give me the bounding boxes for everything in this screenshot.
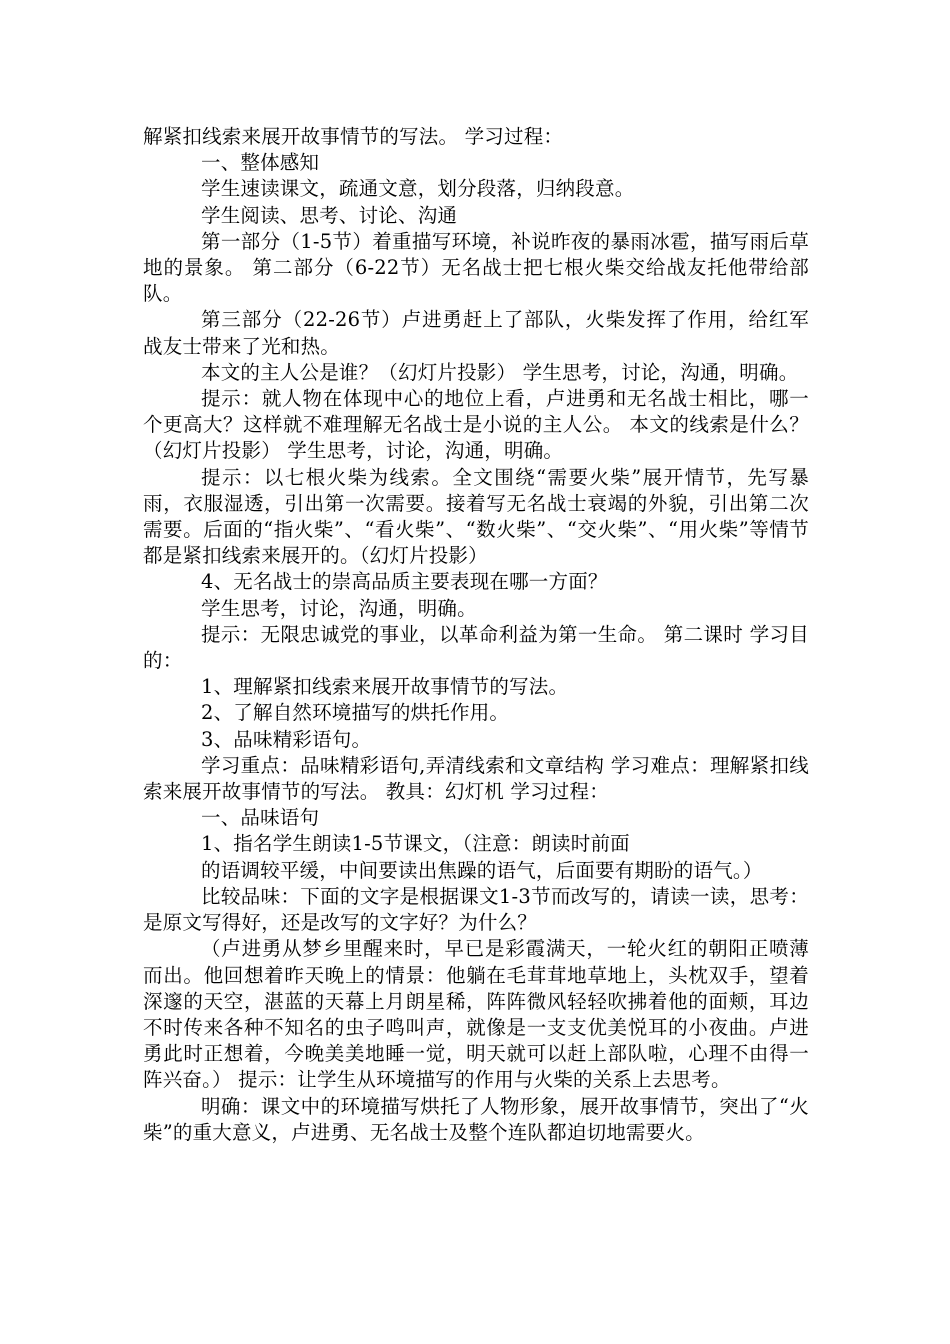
paragraph: 学生思考，讨论，沟通，明确。	[201, 596, 477, 620]
paragraph: 提示：无限忠诚党的事业，以革命利益为第一生命。 第二课时 学习目的：	[143, 622, 809, 673]
paragraph: 4、无名战士的崇高品质主要表现在哪一方面？	[201, 570, 608, 594]
paragraph: 1、理解紧扣线索来展开故事情节的写法。	[201, 675, 569, 699]
paragraph: 明确：课文中的环境描写烘托了人物形象，展开故事情节，突出了“火柴”的重大意义，卢进勇、无名战士及整个连队都迫切地需要火。	[143, 1094, 809, 1144]
paragraph: 3、品味精彩语句。	[201, 727, 372, 751]
paragraph: 学生速读课文，疏通文意，划分段落，归纳段意。	[201, 177, 635, 201]
paragraph: 一、整体感知	[201, 151, 320, 175]
paragraph: 提示：就人物在体现中心的地位上看，卢进勇和无名战士相比，哪一个更高大？这样就不难理解无名战士是小说的主人公。 本文的线索是什么？（幻灯片投影） 学生思考，讨论，沟通，明确。	[143, 387, 809, 463]
paragraph: 解紧扣线索来展开故事情节的写法。 学习过程：	[143, 125, 564, 148]
paragraph: 本文的主人公是谁？（幻灯片投影） 学生思考，讨论，沟通，明确。	[201, 360, 799, 384]
paragraph: 比较品味：下面的文字是根据课文1-3节而改写的，请读一读，思考：是原文写得好，还是改写的文字好？为什么？	[143, 884, 809, 935]
paragraph: 第一部分（1-5节）着重描写环境，补说昨夜的暴雨冰雹，描写雨后草地的景象。 第二部分（6-22节）无名战士把七根火柴交给战友托他带给部队。	[143, 229, 809, 306]
document-body	[143, 124, 809, 1146]
paragraph: 提示：以七根火柴为线索。全文围绕“需要火柴”展开情节，先写暴雨，衣服湿透，引出第一次需要。接着写无名战士衰竭的外貌，引出第二次需要。后面的“指火柴”、“看火柴”、“数火柴”、“交火柴”、“用火柴”等情节都是紧扣线索来展开的。（幻灯片投影）	[143, 465, 809, 568]
paragraph: 学生阅读、思考、讨论、沟通	[201, 203, 458, 227]
paragraph: （卢进勇从梦乡里醒来时，早已是彩霞满天，一轮火红的朝阳正喷薄而出。他回想着昨天晚上的情景：他躺在毛茸茸地草地上，头枕双手，望着深邃的天空，湛蓝的天幕上月朗星稀，阵阵微风轻轻吹拂着他的面颊，耳边不时传来各种不知名的虫子鸣叫声，就像是一支支优美悦耳的小夜曲。卢进勇此时正想着，今晚美美地睡一觉，明天就可以赶上部队啦，心理不由得一阵兴奋。） 提示：让学生从环境描写的作用与火柴的关系上去思考。	[143, 937, 809, 1092]
paragraph: 一、品味语句	[201, 806, 320, 830]
paragraph: 1、指名学生朗读1-5节课文，（注意：朗读时前面	[201, 832, 630, 856]
paragraph: 2、了解自然环境描写的烘托作用。	[201, 701, 510, 725]
paragraph: 学习重点：品味精彩语句,弄清线索和文章结构 学习难点：理解紧扣线索来展开故事情节的写法。 教具：幻灯机 学习过程：	[143, 753, 809, 804]
paragraph: 第三部分（22-26节）卢进勇赶上了部队，火柴发挥了作用，给红军战友士带来了光和热。	[143, 308, 809, 358]
paragraph: 的语调较平缓，中间要读出焦躁的语气，后面要有期盼的语气。）	[201, 858, 763, 882]
